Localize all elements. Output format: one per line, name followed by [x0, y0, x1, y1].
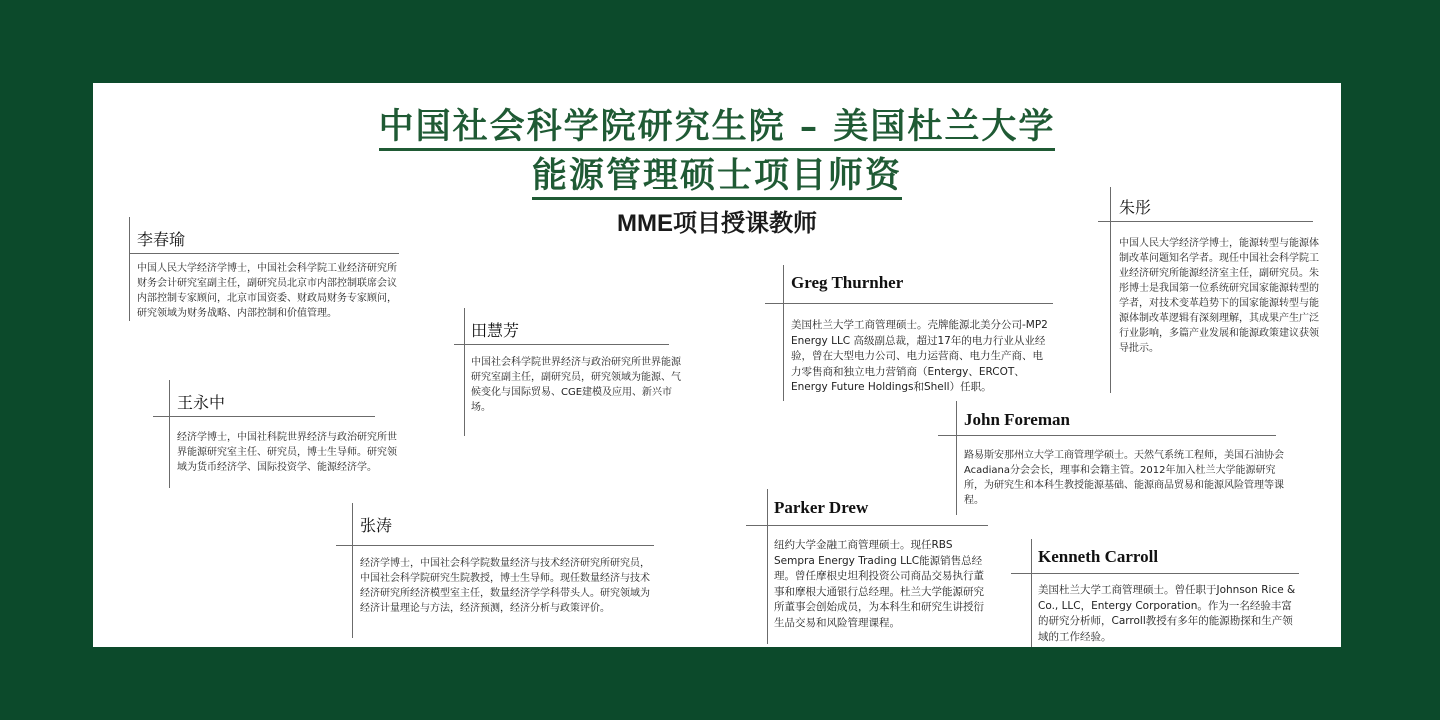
- divider-horizontal: [765, 303, 1053, 304]
- divider-vertical: [129, 217, 130, 321]
- divider-vertical: [783, 265, 784, 401]
- divider-horizontal: [746, 525, 988, 526]
- page-subtitle: MME项目授课教师: [617, 210, 817, 237]
- faculty-bio: 美国杜兰大学工商管理硕士。壳牌能源北美分公司-MP2 Energy LLC 高级副总裁，超过17年的电力行业从业经验，曾在大型电力公司、电力运营商、电力生产商、电力零售商和独立电力营销商（Entergy、ERCOT、Energy Future Holdings和Shell）任职。: [791, 319, 1048, 393]
- faculty-name: 王永中: [177, 393, 226, 412]
- faculty-bio: 美国杜兰大学工商管理硕士。曾任职于Johnson Rice & Co., LLC，Entergy Corporation。作为一名经验丰富的研究分析师，Carroll教授有多年的能源勘探和生产领域的工作经验。: [1038, 584, 1296, 643]
- faculty-bio: 纽约大学金融工商管理硕士。现任RBS Sempra Energy Trading LLC能源销售总经理。曾任摩根史坦利投资公司商品交易执行董事和摩根大通银行总经理。杜兰大学能源研究所董事会创始成员，为本科生和研究生讲授衍生品交易和风险管理课程。: [774, 539, 984, 629]
- divider-horizontal: [1011, 573, 1299, 574]
- faculty-bio: 中国人民大学经济学博士，能源转型与能源体制改革问题知名学者。现任中国社会科学院工业经济研究所能源经济室主任，副研究员。朱彤博士是我国第一位系统研究国家能源转型的学者，对技术变革趋势下的国家能源转型与能源体制改革逻辑有深刻理解，其成果产生广泛行业影响，多篇产业发展和能源政策建议获领导批示。: [1119, 238, 1319, 354]
- faculty-bio: 中国人民大学经济学博士，中国社会科学院工业经济研究所财务会计研究室副主任，副研究员北京市内部控制联席会议内部控制专家顾问，北京市国资委、财政局财务专家顾问，研究领域为财务战略、内部控制和价值管理。: [137, 263, 397, 319]
- faculty-bio: 路易斯安那州立大学工商管理学硕士。天然气系统工程师，美国石油协会Acadiana分会会长，理事和会籍主管。2012年加入杜兰大学能源研究所，为研究生和本科生教授能源基础、能源商品贸易和能源风险管理等课程。: [964, 450, 1284, 506]
- divider-horizontal: [454, 344, 669, 345]
- divider-horizontal: [336, 545, 654, 546]
- divider-vertical: [352, 503, 353, 638]
- faculty-bio: 中国社会科学院世界经济与政治研究所世界能源研究室副主任，副研究员，研究领域为能源、气候变化与国际贸易、CGE建模及应用、新兴市场。: [471, 357, 681, 413]
- title-line-1: 中国社会科学院研究生院 – 美国杜兰大学: [379, 106, 1056, 151]
- faculty-name: 李春瑜: [137, 230, 186, 249]
- faculty-name: 张涛: [360, 516, 393, 535]
- page-title: [93, 99, 1341, 149]
- faculty-panel: [93, 83, 1341, 647]
- divider-horizontal: [938, 435, 1276, 436]
- faculty-name: 田慧芳: [471, 321, 520, 340]
- divider-horizontal: [153, 416, 375, 417]
- divider-vertical: [956, 401, 957, 515]
- faculty-name: John Foreman: [964, 410, 1070, 429]
- faculty-name: Kenneth Carroll: [1038, 547, 1159, 566]
- faculty-name: Greg Thurnher: [791, 273, 904, 292]
- divider-vertical: [767, 489, 768, 644]
- faculty-name: Parker Drew: [774, 498, 869, 517]
- faculty-name: 朱彤: [1119, 198, 1152, 217]
- divider-horizontal: [129, 253, 399, 254]
- divider-vertical: [1031, 539, 1032, 647]
- faculty-bio: 经济学博士，中国社会科学院数量经济与技术经济研究所研究员，中国社会科学院研究生院教授，博士生导师。现任数量经济与技术经济研究所经济模型室主任，数量经济学学科带头人。研究领域为经济计量理论与方法，经济预测，经济分析与政策评价。: [360, 558, 650, 614]
- divider-vertical: [464, 308, 465, 436]
- divider-vertical: [169, 380, 170, 488]
- faculty-bio: 经济学博士，中国社科院世界经济与政治研究所世界能源研究室主任、研究员，博士生导师。研究领域为货币经济学、国际投资学、能源经济学。: [177, 432, 397, 473]
- title-line-2: 能源管理硕士项目师资: [532, 155, 902, 200]
- divider-vertical: [1110, 187, 1111, 393]
- page-title-line-2: [93, 148, 1341, 198]
- divider-horizontal: [1098, 221, 1313, 222]
